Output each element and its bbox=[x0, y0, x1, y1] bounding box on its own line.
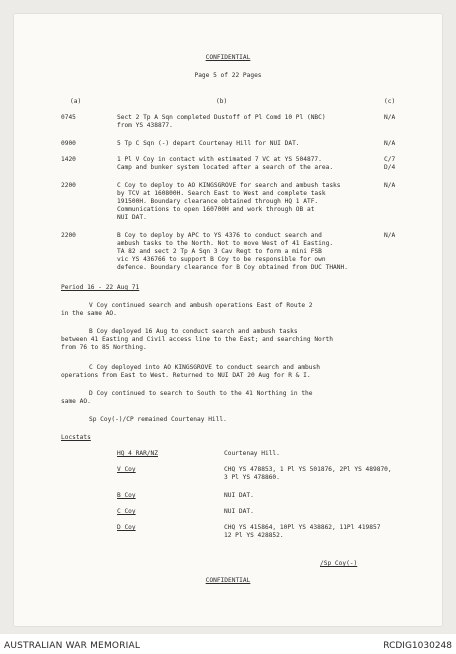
signature-block: /Sp Coy(-) bbox=[320, 560, 358, 567]
column-a-header: (a) bbox=[70, 98, 82, 105]
entry-ref: D/4 bbox=[384, 164, 396, 171]
period-paragraph-line: V Coy continued search and ambush operations East of Route 2 bbox=[89, 302, 313, 309]
entry-line: by TCV at 160800H. Search East to West and complete task bbox=[117, 190, 326, 197]
locstat-location: 3 Pl YS 478860. bbox=[224, 474, 280, 481]
classification-header: CONFIDENTIAL bbox=[205, 54, 251, 61]
locstat-unit: D Coy bbox=[117, 524, 136, 531]
locstat-location: 12 Pl YS 428852. bbox=[224, 532, 284, 539]
locstat-unit: B Coy bbox=[117, 492, 136, 499]
locstat-unit: HQ 4 RAR/NZ bbox=[117, 450, 158, 457]
locstat-location: CHQ YS 478853, 1 Pl YS 501876, 2Pl YS 489870, bbox=[224, 466, 392, 473]
locstat-unit: C Coy bbox=[117, 508, 136, 515]
entry-line: Camp and bunker system located after a search of the area. bbox=[117, 164, 334, 171]
period-paragraph-line: same AO. bbox=[61, 398, 91, 405]
archive-name: AUSTRALIAN WAR MEMORIAL bbox=[4, 641, 141, 651]
entry-ref: N/A bbox=[384, 140, 396, 147]
entry-ref: N/A bbox=[384, 182, 396, 189]
classification-footer: CONFIDENTIAL bbox=[205, 577, 251, 584]
period-paragraph-line: D Coy continued to search to South to the 41 Northing in the bbox=[89, 390, 313, 397]
archive-footer bbox=[0, 634, 456, 654]
archive-id: RCDIG1030248 bbox=[383, 641, 452, 651]
period-paragraph-line: between 41 Easting and Civil access line to the East; and searching North bbox=[61, 336, 333, 343]
entry-line: 191500H. Boundary clearance obtained through HQ 1 ATF. bbox=[117, 198, 319, 205]
entry-line: TA 82 and sect 2 Tp A Sqn 3 Cav Regt to form a mini FSB bbox=[117, 248, 322, 255]
entry-time: 0900 bbox=[61, 140, 76, 147]
entry-line: 1 Pl V Coy in contact with estimated 7 VC at YS 504877. bbox=[117, 156, 322, 163]
period-paragraph-line: C Coy deployed into AO KINGSGROVE to conduct search and ambush bbox=[89, 364, 320, 371]
entry-line: vic YS 436766 to support B Coy to be responsible for own bbox=[117, 256, 326, 263]
period-paragraph-line: B Coy deployed 16 Aug to conduct search and ambush tasks bbox=[89, 328, 298, 335]
entry-ref: N/A bbox=[384, 114, 396, 121]
period-paragraph-line: from 76 to 85 Northing. bbox=[61, 344, 147, 351]
period-paragraph-line: Sp Coy(-)/CP remained Courtenay Hill. bbox=[89, 416, 227, 423]
entry-line: defence. Boundary clearance for B Coy obtained from DUC THANH. bbox=[117, 264, 348, 271]
entry-line: 5 Tp C Sqn (-) depart Courtenay Hill for NUI DAT. bbox=[117, 140, 300, 147]
entry-time: 0745 bbox=[61, 114, 76, 121]
entry-line: ambush tasks to the North. Not to move West of 41 Easting. bbox=[117, 240, 334, 247]
entry-ref: N/A bbox=[384, 232, 396, 239]
period-heading: Period 16 - 22 Aug 71 bbox=[61, 284, 140, 291]
entry-line: Sect 2 Tp A Sqn completed Dustoff of Pl Comd 10 Pl (NBC) bbox=[117, 114, 326, 121]
period-paragraph-line: operations from East to West. Returned to NUI DAT 20 Aug for R & I. bbox=[61, 372, 311, 379]
locstat-location: Courtenay Hill. bbox=[224, 450, 280, 457]
locstat-location: NUI DAT. bbox=[224, 508, 254, 515]
entry-line: Communications to open 160700H and work through OB at bbox=[117, 206, 315, 213]
locstat-location: CHQ YS 415864, 10Pl YS 438862, 11Pl 419857 bbox=[224, 524, 381, 531]
column-c-header: (c) bbox=[384, 98, 396, 105]
period-paragraph-line: in the same AO. bbox=[61, 310, 117, 317]
entry-line: C Coy to deploy to AO KINGSGROVE for search and ambush tasks bbox=[117, 182, 341, 189]
entry-line: B Coy to deploy by APC to YS 4376 to conduct search and bbox=[117, 232, 322, 239]
entry-line: from YS 438877. bbox=[117, 122, 173, 129]
entry-ref: C/7 bbox=[384, 156, 396, 163]
entry-time: 2200 bbox=[61, 182, 76, 189]
entry-time: 1420 bbox=[61, 156, 76, 163]
column-b-header: (b) bbox=[216, 98, 228, 105]
page-number: Page 5 of 22 Pages bbox=[194, 72, 262, 79]
entry-line: NUI DAT. bbox=[117, 214, 147, 221]
locstat-unit: V Coy bbox=[117, 466, 136, 473]
locstat-location: NUI DAT. bbox=[224, 492, 254, 499]
entry-time: 2200 bbox=[61, 232, 76, 239]
locstats-heading: Locstats bbox=[61, 434, 91, 441]
